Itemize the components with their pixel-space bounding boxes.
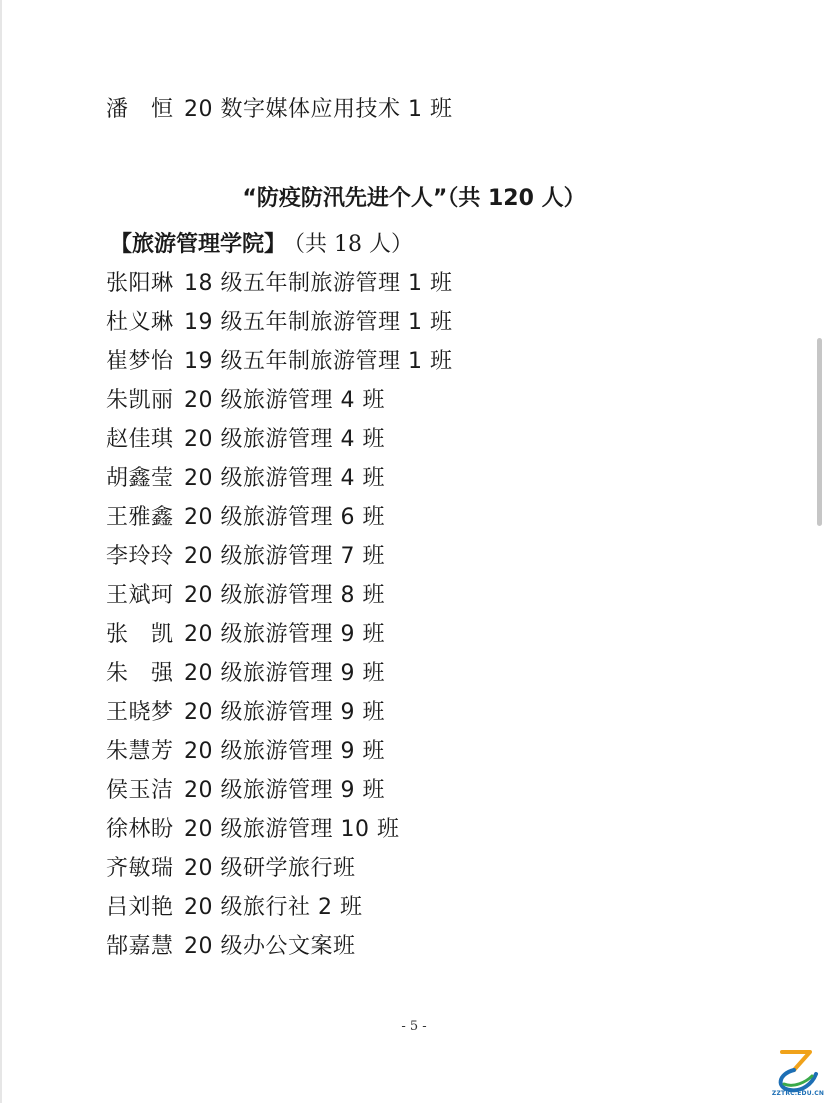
- entry-name: 王雅鑫: [106, 505, 174, 530]
- entry-class: 20 级旅游管理 9 班: [184, 700, 385, 725]
- entry-name: 王斌珂: [106, 583, 174, 608]
- list-item: [106, 269, 452, 299]
- list-item: [106, 893, 362, 923]
- section-count: （共 18 人）: [294, 232, 413, 257]
- entry-name: 朱凯丽: [106, 388, 174, 413]
- list-item: [106, 737, 385, 767]
- entry-name: 胡鑫莹: [106, 466, 174, 491]
- entry-class: 20 级旅游管理 10 班: [184, 817, 400, 842]
- entry-class: 20 级旅游管理 9 班: [184, 661, 385, 686]
- list-item: [106, 542, 385, 572]
- entry-name: 崔梦怡: [106, 349, 174, 374]
- watermark-text: ZZTRC.EDU.CN: [771, 1090, 825, 1097]
- list-item: [106, 425, 385, 455]
- top-entry-name: 潘 恒: [106, 97, 174, 122]
- top-entry: [106, 95, 452, 125]
- award-title: “防疫防汛先进个人”（共 120 人）: [242, 186, 586, 211]
- list-item: [106, 581, 385, 611]
- entry-class: 20 级旅行社 2 班: [184, 895, 363, 920]
- entry-name: 徐林盼: [106, 817, 174, 842]
- entry-class: 19 级五年制旅游管理 1 班: [184, 349, 453, 374]
- entry-name: 齐敏瑞: [106, 856, 174, 881]
- entry-class: 20 级办公文案班: [184, 934, 356, 959]
- list-item: [106, 503, 385, 533]
- entry-class: 20 级旅游管理 4 班: [184, 427, 385, 452]
- list-item: [106, 386, 385, 416]
- page-number: - 5 -: [401, 1019, 427, 1034]
- scrollbar[interactable]: [817, 338, 822, 526]
- list-item: [106, 347, 452, 377]
- list-item: [106, 815, 399, 845]
- entry-class: 20 级旅游管理 9 班: [184, 778, 385, 803]
- entry-name: 杜义琳: [106, 310, 174, 335]
- top-entry-class: 20 数字媒体应用技术 1 班: [184, 97, 453, 122]
- entry-name: 赵佳琪: [106, 427, 174, 452]
- entry-class: 20 级旅游管理 7 班: [184, 544, 385, 569]
- entry-class: 20 级旅游管理 9 班: [184, 622, 385, 647]
- entry-name: 张阳琳: [106, 271, 174, 296]
- section-header: [110, 230, 413, 260]
- list-item: [106, 776, 385, 806]
- entry-class: 20 级旅游管理 9 班: [184, 739, 385, 764]
- entry-class: 19 级五年制旅游管理 1 班: [184, 310, 453, 335]
- entry-name: 侯玉洁: [106, 778, 174, 803]
- list-item: [106, 308, 452, 338]
- entry-name: 李玲玲: [106, 544, 174, 569]
- list-item: [106, 620, 385, 650]
- entry-name: 王晓梦: [106, 700, 174, 725]
- entry-class: 20 级旅游管理 4 班: [184, 466, 385, 491]
- entry-name: 朱慧芳: [106, 739, 174, 764]
- list-item: [106, 698, 385, 728]
- entry-class: 20 级研学旅行班: [184, 856, 356, 881]
- entry-name: 张 凯: [106, 622, 174, 647]
- entry-name: 郜嘉慧: [106, 934, 174, 959]
- section-label: 【旅游管理学院】: [110, 232, 287, 257]
- entry-class: 18 级五年制旅游管理 1 班: [184, 271, 453, 296]
- entry-class: 20 级旅游管理 6 班: [184, 505, 385, 530]
- list-item: [106, 932, 356, 962]
- entry-name: 吕刘艳: [106, 895, 174, 920]
- list-item: [106, 854, 356, 884]
- list-item: [106, 659, 385, 689]
- entry-class: 20 级旅游管理 4 班: [184, 388, 385, 413]
- entry-name: 朱 强: [106, 661, 174, 686]
- list-item: [106, 464, 385, 494]
- page-edge: [0, 0, 2, 1103]
- entry-class: 20 级旅游管理 8 班: [184, 583, 385, 608]
